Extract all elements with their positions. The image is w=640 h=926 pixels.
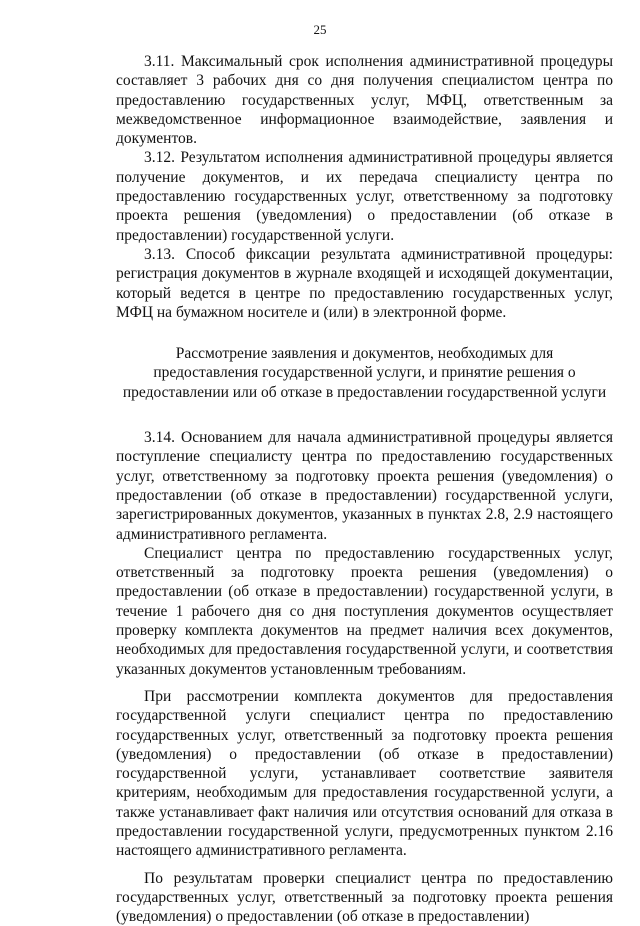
page-number: 25 bbox=[313, 22, 327, 37]
paragraph-review-criteria: При рассмотрении комплекта документов для предоставления государственной услуги специалист центра по предоставлению государственных услуг, ответственный за подготовку проекта решения (уведомления) о предоставлении (об отказе в предоставлении) государственной услуги, устанавливает соответствие заявителя критериям, необходимым для предоставления государственной услуги, а также устанавливает факт наличия или отсутствия оснований для отказа в предоставлении государственной услуги, предусмотренных пунктом 2.16 настоящего административного регламента. bbox=[116, 687, 613, 860]
paragraph-3-12: 3.12. Результатом исполнения административной процедуры является получение документов, и их передача специалисту центра по предоставлению государственных услуг, ответственному за подготовку проекта решения (уведомления) о предоставлении (об отказе в предоставлении) государственной услуги. bbox=[116, 149, 613, 244]
paragraph-specialist-check: Специалист центра по предоставлению государственных услуг, ответственный за подготовку проекта решения (уведомления) о предоставлении (об отказе в предоставлении) государственной услуги, в течение 1 рабочего дня со дня поступления документов осуществляет проверку комплекта документов на предмет наличия всех документов, необходимых для предоставления государственной услуги, и соответствия указанных документов установленным требованиям. bbox=[116, 544, 613, 678]
paragraph-check-results: По результатам проверки специалист центра по предоставлению государственных услуг, ответственный за подготовку проекта решения (уведомления) о предоставлении (об отказе в предоставлении) bbox=[116, 869, 613, 926]
paragraph-3-11: 3.11. Максимальный срок исполнения административной процедуры составляет 3 рабочих дня со дня получения специалистом центра по предоставлению государственных услуг, МФЦ, ответственным за межведомственное информационное взаимодействие, заявления и документов. bbox=[116, 53, 613, 148]
document-body bbox=[116, 52, 613, 926]
paragraph-3-14: 3.14. Основанием для начала административной процедуры является поступление специалисту центра по предоставлению государственных услуг, ответственному за подготовку проекта решения (уведомления) о предоставлении (об отказе в предоставлении) государственной услуги, зарегистрированных документов, указанных в пунктах 2.8, 2.9 настоящего административного регламента. bbox=[116, 429, 613, 543]
section-heading: Рассмотрение заявления и документов, необходимых для предоставления государственной услуги, и принятие решения о предоставлении или об отказе в предоставлении государственной услуги bbox=[122, 345, 607, 401]
paragraph-3-13: 3.13. Способ фиксации результата административной процедуры: регистрация документов в журнале входящей и исходящей документации, который ведется в центре по предоставлению государственных услуг, МФЦ на бумажном носителе и (или) в электронной форме. bbox=[116, 245, 613, 321]
